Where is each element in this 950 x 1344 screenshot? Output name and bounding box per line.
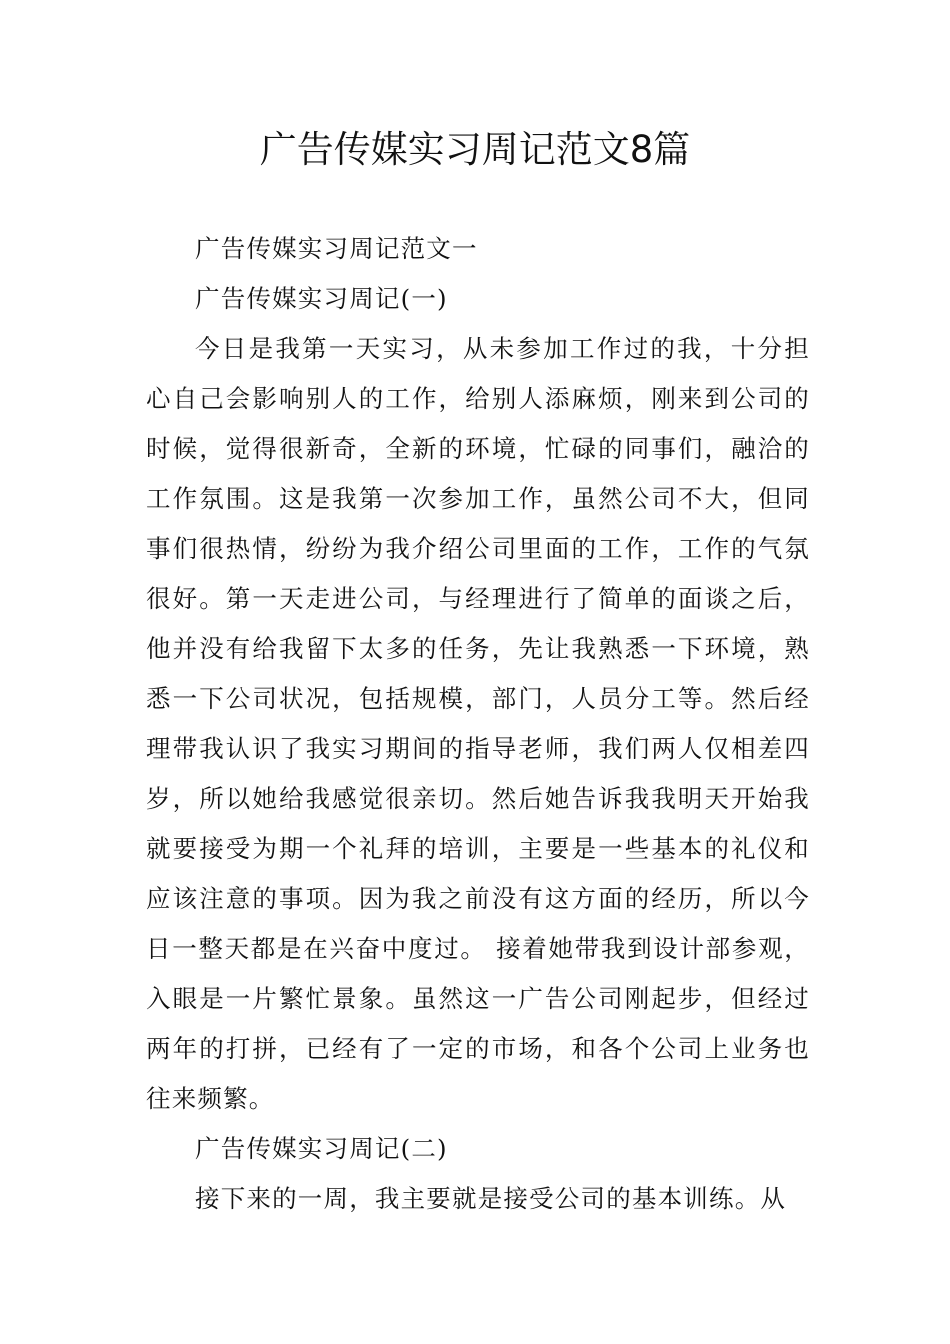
entry-heading: 广告传媒实习周记(一) — [195, 284, 448, 313]
document-title: 广告传媒实习周记范文8篇 — [259, 128, 691, 171]
section-title: 广告传媒实习周记范文一 — [195, 234, 478, 263]
entry-paragraph: 接下来的一周，我主要就是接受公司的基本训练。从 — [195, 1184, 787, 1213]
document-body — [146, 224, 810, 1224]
entry-heading: 广告传媒实习周记(二) — [195, 1134, 448, 1163]
entry-paragraph: 今日是我第一天实习，从未参加工作过的我，十分担心自己会影响别人的工作，给别人添麻烦，刚来到公司的时候，觉得很新奇，全新的环境，忙碌的同事们，融洽的工作氛围。这是我第一次参加工作，虽然公司不大，但同事们很热情，纷纷为我介绍公司里面的工作，工作的气氛很好。第一天走进公司，与经理进行了简单的面谈之后，他并没有给我留下太多的任务，先让我熟悉一下环境，熟悉一下公司状况，包括规模，部门，人员分工等。然后经理带我认识了我实习期间的指导老师，我们两人仅相差四岁，所以她给我感觉很亲切。然后她告诉我我明天开始我就要接受为期一个礼拜的培训，主要是一些基本的礼仪和应该注意的事项。因为我之前没有这方面的经历，所以今日一整天都是在兴奋中度过。 接着她带我到设计部参观，入眼是一片繁忙景象。虽然这一广告公司刚起步，但经过两年的打拼，已经有了一定的市场，和各个公司上业务也往来频繁。 — [146, 334, 810, 1113]
